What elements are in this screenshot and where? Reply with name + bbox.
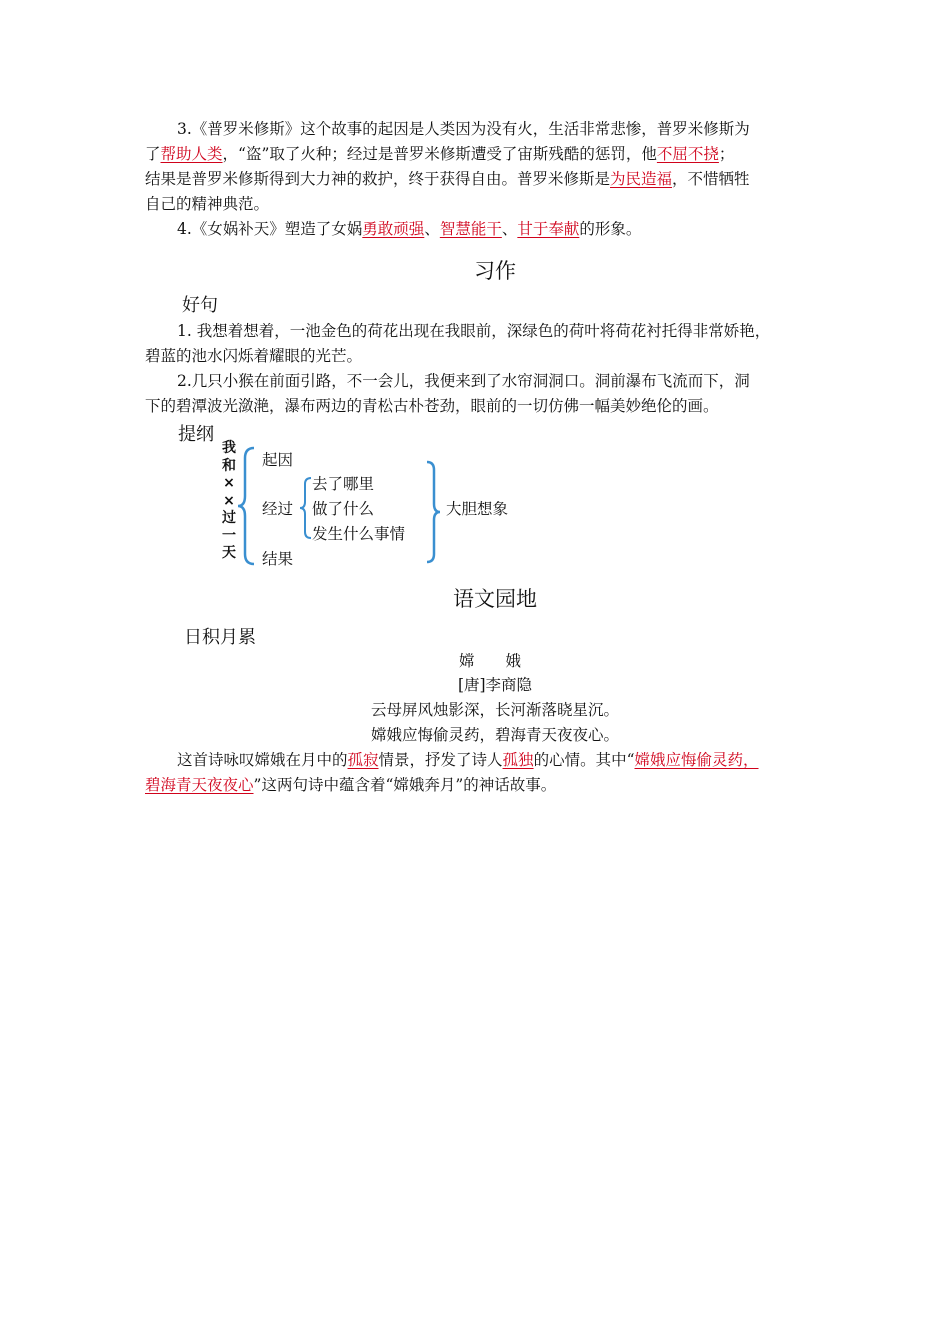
item4-line	[177, 217, 641, 241]
outline-result: 结果	[262, 550, 294, 568]
poem-line2: 嫦娥应悔偷灵药，碧海青天夜夜心。	[370, 726, 619, 744]
title-char: 和	[222, 457, 236, 474]
answer-blank: 智慧能干	[439, 220, 502, 238]
answer-blank: 孤寂	[347, 751, 379, 769]
text: ，不惜牺牲	[672, 170, 750, 188]
text: ”这两句诗中蕴含着“嫦娥奔月”的神话故事。	[253, 776, 557, 794]
title-char: 过	[222, 510, 236, 526]
answer-blank: 为民造福	[610, 170, 673, 188]
haoju-s1b: 碧蓝的池水闪烁着耀眼的光芒。	[145, 347, 363, 365]
outline-sub3: 发生什么事情	[312, 525, 406, 543]
item3-line4: 自己的精神典范。	[145, 195, 270, 213]
text: 的形象。	[579, 220, 642, 238]
section-title-xizuo: 习作	[474, 259, 516, 283]
answer-blank: 帮助人类	[160, 145, 223, 163]
outline-note: 大胆想象	[446, 500, 509, 518]
title-char: 天	[222, 545, 236, 561]
outline-label: 提纲	[178, 424, 214, 445]
outline-sub1: 去了哪里	[312, 475, 375, 493]
haoju-s2b: 下的碧潭波光潋滟，瀑布两边的青松古朴苍劲，眼前的一切仿佛一幅美妙绝伦的画。	[145, 397, 719, 415]
answer-blank: 勇敢顽强	[362, 220, 425, 238]
text: ，“盗”取了火种；经过是普罗米修斯遭受了宙斯残酷的惩罚，他	[222, 145, 657, 163]
poem-analysis-line1	[177, 748, 759, 772]
text: 4.《女娲补天》塑造了女娲	[177, 220, 363, 238]
text: 的心情。其中“	[533, 751, 635, 769]
haoju-label: 好句	[182, 295, 218, 316]
text: 这首诗咏叹嫦娥在月中的	[177, 751, 348, 769]
poem-line1: 云母屏风烛影深，长河渐落晓星沉。	[370, 701, 619, 719]
outline-sub2: 做了什么	[312, 500, 375, 518]
poem-analysis-line2	[145, 773, 556, 797]
text: 、	[424, 220, 440, 238]
text: 了	[145, 145, 161, 163]
text: ；	[718, 145, 735, 163]
right-brace-icon	[424, 460, 442, 564]
answer-blank: 碧海青天夜夜心	[145, 776, 254, 794]
title-char: 一	[222, 527, 236, 544]
haoju-s2a: 2.几只小猴在前面引路，不一会儿，我便来到了水帘洞洞口。洞前瀑布飞流而下，洞	[177, 372, 750, 390]
rijiyuelei-label: 日积月累	[184, 627, 256, 648]
inner-left-brace-icon	[299, 476, 313, 540]
answer-blank: 孤独	[502, 751, 534, 769]
poem-author: [唐]李商隐	[457, 676, 533, 694]
title-char: ×	[223, 492, 235, 509]
item3-line1: 3.《普罗米修斯》这个故事的起因是人类因为没有火，生活非常悲惨，普罗米修斯为	[177, 120, 750, 138]
item3-line3	[145, 167, 750, 191]
item3-line2	[145, 142, 734, 166]
text: 结果是普罗米修斯得到大力神的救护，终于获得自由。普罗米修斯是	[145, 170, 611, 188]
haoju-s1a: 1. 我想着想着，一池金色的荷花出现在我眼前，深绿色的荷叶将荷花衬托得非常娇艳，	[177, 322, 771, 340]
title-char: 我	[222, 440, 236, 456]
section-title-yuwen: 语文园地	[453, 587, 537, 611]
answer-blank: 甘于奉献	[517, 220, 580, 238]
text: 、	[501, 220, 518, 238]
poem-title: 嫦 娥	[458, 652, 521, 670]
title-char: ×	[223, 475, 235, 491]
outline-cause: 起因	[262, 451, 294, 469]
text: 情景，抒发了诗人	[378, 751, 503, 769]
answer-blank: 嫦娥应悔偷灵药，	[634, 751, 759, 769]
left-brace-icon	[236, 446, 258, 566]
outline-process: 经过	[262, 500, 294, 518]
answer-blank: 不屈不挠	[656, 145, 719, 163]
